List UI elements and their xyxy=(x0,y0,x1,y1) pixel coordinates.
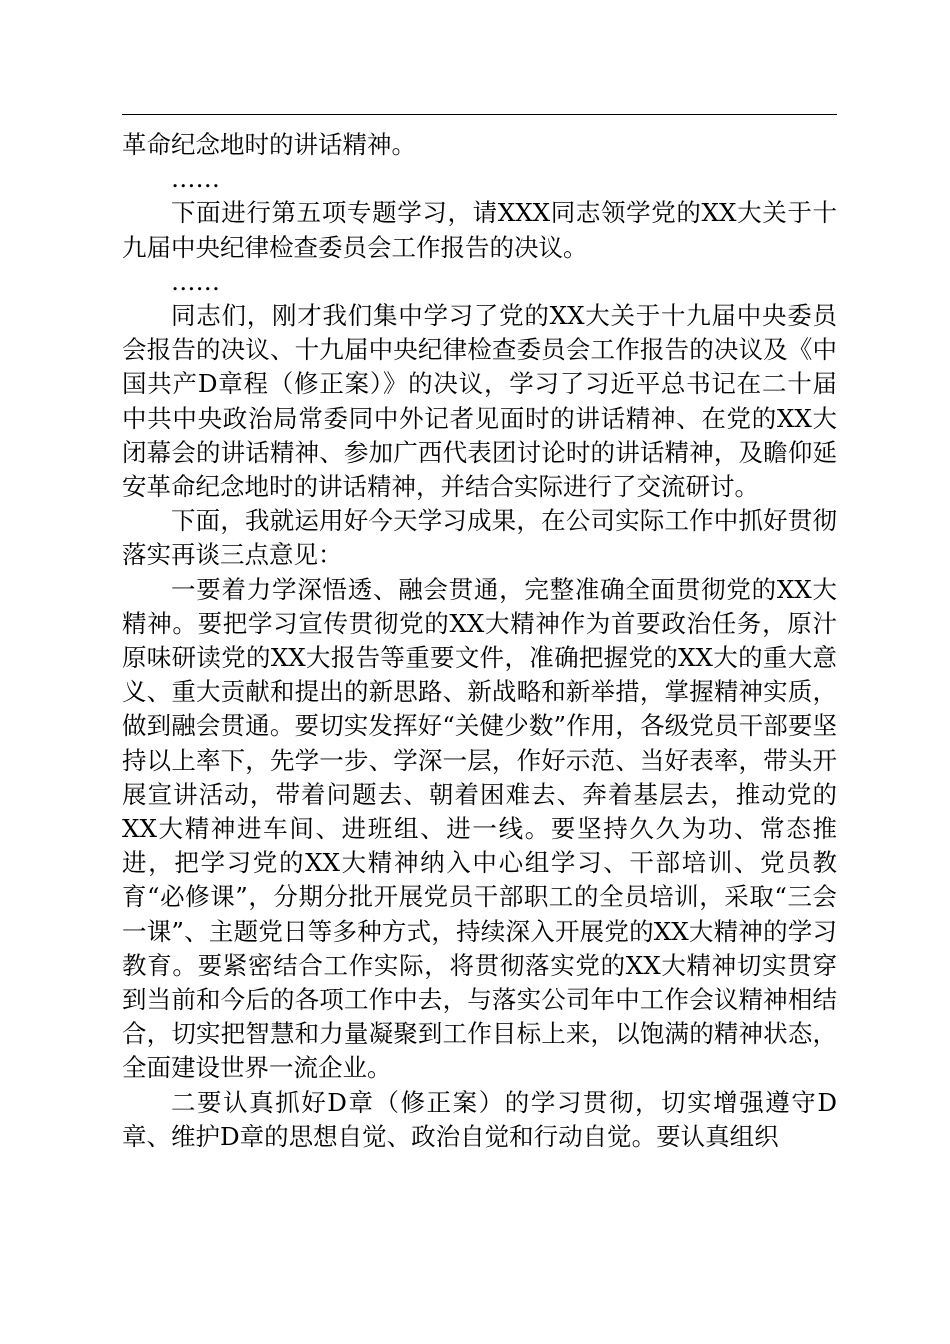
header-rule xyxy=(122,114,837,115)
paragraph-fifth-topic: 下面进行第五项专题学习，请XXX同志领学党的XX大关于十九届中央纪律检查委员会工作报告的决议。 xyxy=(122,198,837,262)
paragraph-continuation: 革命纪念地时的讲话精神。 xyxy=(122,130,416,159)
paragraph-summary: 同志们，刚才我们集中学习了党的XX大关于十九届中央委员会报告的决议、十九届中央纪律检查委员会工作报告的决议及《中国共产D章程（修正案）》的决议，学习了习近平总书记在二十届中共中央政治局常委同中外记者见面时的讲话精神、在党的XX大闭幕会的讲话精神、参加广西代表团讨论时的讲话精神，及瞻仰延安革命纪念地时的讲话精神，并结合实际进行了交流研讨。 xyxy=(122,301,837,502)
document-body xyxy=(122,128,837,1154)
paragraph-point-two: 二要认真抓好D章（修正案）的学习贯彻，切实增强遵守D章、维护D章的思想自觉、政治自觉和行动自觉。要认真组织 xyxy=(122,1087,837,1151)
paragraph-transition: 下面，我就运用好今天学习成果，在公司实际工作中抓好贯彻落实再谈三点意见： xyxy=(122,506,837,570)
paragraph-ellipsis: …… xyxy=(171,266,220,296)
paragraph-point-one: 一要着力学深悟透、融会贯通，完整准确全面贯彻党的XX大精神。要把学习宣传贯彻党的XX大精神作为首要政治任务，原汁原味研读党的XX大报告等重要文件，准确把握党的XX大的重大意义、重大贡献和提出的新思路、新战略和新举措，掌握精神实质，做到融会贯通。要切实发挥好“关健少数”作用，各级党员干部要坚持以上率下，先学一步、学深一层，作好示范、当好表率，带头开展宣讲活动，带着问题去、朝着困难去、奔着基层去，推动党的XX大精神进车间、进班组、进一线。要坚持久久为功、常态推进，把学习党的XX大精神纳入中心组学习、干部培训、党员教育“必修课”，分期分批开展党员干部职工的全员培训，采取“三会一课”、主题党日等多种方式，持续深入开展党的XX大精神的学习教育。要紧密结合工作实际，将贯彻落实党的XX大精神切实贯穿到当前和今后的各项工作中去，与落实公司年中工作会议精神相结合，切实把智慧和力量凝聚到工作目标上来，以饱满的精神状态，全面建设世界一流企业。 xyxy=(122,574,837,1083)
paragraph-ellipsis: …… xyxy=(171,164,220,194)
